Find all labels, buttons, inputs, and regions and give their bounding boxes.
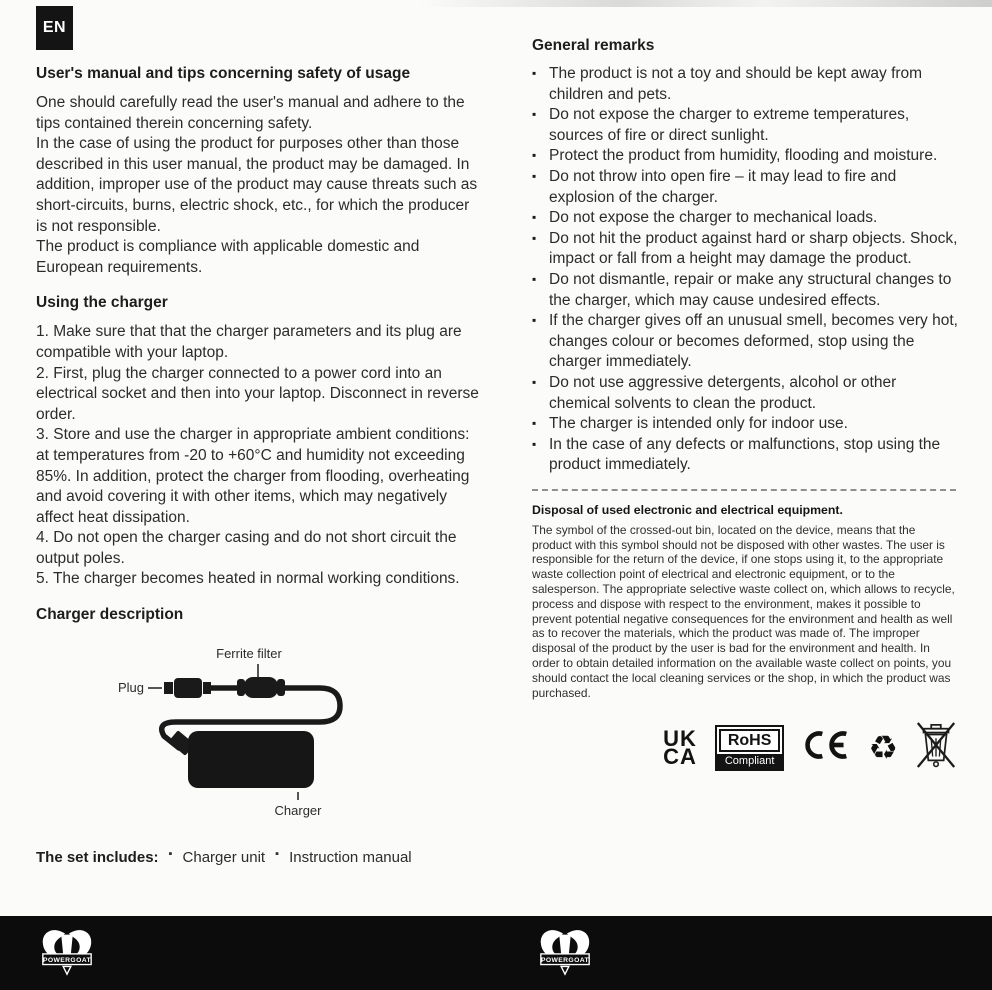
certification-row xyxy=(532,722,958,773)
powergoat-logo-text: POWERGOAT xyxy=(43,957,91,965)
set-includes-row xyxy=(36,849,484,866)
powergoat-logo-text: POWERGOAT xyxy=(541,957,589,965)
using-charger-steps xyxy=(36,322,484,590)
charger-description-heading: Charger description xyxy=(36,606,184,624)
remark-item: ▪ Do not expose the charger to mechanical loads. xyxy=(532,208,958,229)
charger-label: Charger xyxy=(274,803,322,819)
dashed-separator xyxy=(532,489,956,491)
charger-body-shape xyxy=(188,731,314,788)
charger-step: 2. First, plug the charger connected to a power cord into an electrical socket and then into your laptop. Disconnect in reverse order. xyxy=(36,364,479,423)
usage-paragraph-line: In the case of using the product for purposes other than those described in this user manual, the product may be damaged. In addition, improper use of the product may cause threats such as short-circuits, burns, electric shock, etc., for which the producer is not responsible. xyxy=(36,135,478,235)
ukca-line: UK xyxy=(663,725,697,751)
charger-step: 1. Make sure that that the charger parameters and its plug are compatible with your laptop. xyxy=(36,323,462,361)
charger-step: 5. The charger becomes heated in normal working conditions. xyxy=(36,570,460,588)
general-remarks-heading: General remarks xyxy=(532,37,655,54)
powergoat-logo xyxy=(536,923,594,984)
language-badge-label: EN xyxy=(42,19,67,36)
scan-artifact xyxy=(420,0,992,7)
set-includes-item: ▪ Instruction manual xyxy=(275,849,412,866)
usage-paragraph-line: One should carefully read the user's manual and adhere to the tips contained therein concerning safety. xyxy=(36,94,465,132)
plug-tip-shape xyxy=(164,682,173,694)
usage-heading: User's manual and tips concerning safety of usage xyxy=(36,65,411,82)
usage-paragraph-line: The product is compliance with applicable domestic and European requirements. xyxy=(36,238,420,276)
left-column xyxy=(36,64,484,866)
charger-diagram xyxy=(36,634,484,835)
ferrite-filter-shape xyxy=(244,677,278,698)
charger-step: 3. Store and use the charger in appropriate ambient conditions: at temperatures from -20 to +60°C and humidity not exceeding 85%. In addition, protect the charger from flooding, overheating and avoid covering it with other items, which may negatively affect heat dissipation. xyxy=(36,426,470,526)
remark-item: ▪ In the case of any defects or malfunctions, stop using the product immediately. xyxy=(532,435,958,476)
language-badge xyxy=(36,6,73,50)
rohs-badge-title: RoHS xyxy=(719,729,781,752)
using-charger-heading: Using the charger xyxy=(36,294,168,312)
right-column xyxy=(532,36,958,773)
remark-item: ▪ Do not expose the charger to extreme temperatures, sources of fire or direct sunlight. xyxy=(532,105,958,146)
remark-item: ▪ Do not throw into open fire – it may lead to fire and explosion of the charger. xyxy=(532,167,958,208)
ferrite-filter-label: Ferrite filter xyxy=(216,646,282,662)
footer-bar xyxy=(0,916,992,990)
rohs-badge-subtitle: Compliant xyxy=(717,754,783,769)
remark-item: ▪ Protect the product from humidity, flooding and moisture. xyxy=(532,146,958,167)
remark-item: ▪ Do not use aggressive detergents, alcohol or other chemical solvents to clean the product. xyxy=(532,373,958,414)
plug-label: Plug xyxy=(117,680,144,696)
remark-item: ▪ The product is not a toy and should be kept away from children and pets. xyxy=(532,64,958,105)
ukca-mark xyxy=(663,725,697,769)
remark-item: ▪ The charger is intended only for indoor use. xyxy=(532,414,958,435)
weee-bin-icon xyxy=(916,722,956,773)
ce-mark-icon xyxy=(802,728,850,767)
plug-body-shape xyxy=(174,678,202,698)
ukca-line: CA xyxy=(663,743,697,769)
general-remarks-list xyxy=(532,64,958,476)
rohs-badge xyxy=(715,725,785,771)
usage-paragraph xyxy=(36,93,484,278)
remark-item: ▪ Do not hit the product against hard or sharp objects. Shock, impact or fall from a height may damage the product. xyxy=(532,229,958,270)
set-includes-item: ▪ Charger unit xyxy=(169,849,266,866)
disposal-heading: Disposal of used electronic and electrical equipment. xyxy=(532,502,843,517)
charger-step: 4. Do not open the charger casing and do not short circuit the output poles. xyxy=(36,529,457,567)
remark-item: ▪ Do not dismantle, repair or make any structural changes to the charger, which may cause undesired effects. xyxy=(532,270,958,311)
set-includes-label: The set includes: xyxy=(36,849,159,867)
disposal-paragraph: The symbol of the crossed-out bin, located on the device, means that the product with this symbol should not be disposed with other wastes. The user is responsible for the return of the device, if one stops using it, to the appropriate waste collection point of electrical and electronic equipment, or to the salesperson. The appropriate selective waste collect on, which allows to recycle, process and dispose with respect to the environment, makes it possible to prevent potential negative consequences for the environment and health as well as to recover the materials, which the product was made of. The improper disposal of the product by the user is bad for the environment and health. In order to obtain detailed information on the available waste collect on points, you should contact the local cleaning services or the shop, in which the product was purchased. xyxy=(532,522,955,700)
powergoat-logo xyxy=(38,923,96,984)
remark-item: ▪ If the charger gives off an unusual smell, becomes very hot, changes colour or becomes deformed, stop using the charger immediately. xyxy=(532,311,958,373)
recycling-icon: ♻ xyxy=(868,729,898,767)
